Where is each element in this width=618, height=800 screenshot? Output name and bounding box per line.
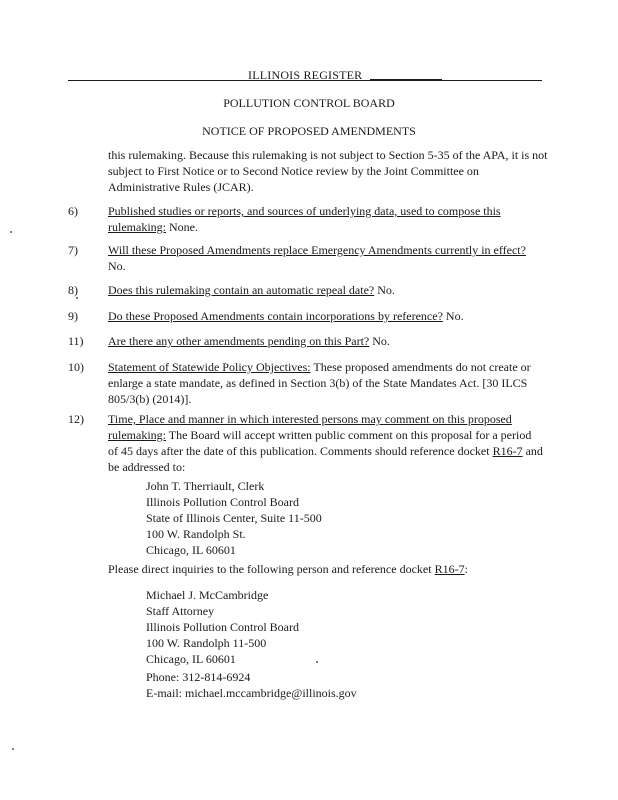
item-answer-tail: and be addressed to: [108, 444, 543, 474]
item-answer: No. [374, 283, 395, 297]
phone-number: Phone: 312-814-6924 [146, 670, 251, 684]
item-number: 12) [68, 412, 84, 426]
board-name: POLLUTION CONTROL BOARD [223, 96, 395, 110]
docket-reference: R16-7 [434, 562, 465, 576]
item-body [108, 411, 544, 475]
contact-info [146, 669, 526, 701]
address-line: State of Illinois Center, Suite 11-500 [146, 511, 322, 525]
item-number: 8) [68, 283, 78, 297]
item-answer: The Board will accept written public comment on this proposal for a period of 45 days after the date of this publication. Comments should reference docket [108, 428, 532, 458]
item-heading: Published studies or reports, and sources of underlying data, used to compose this rulemaking: [108, 204, 501, 234]
address-line: Chicago, IL 60601 [146, 652, 236, 666]
address-line: Illinois Pollution Control Board [146, 620, 300, 634]
continuation-paragraph: this rulemaking. Because this rulemaking is not subject to Section 5-35 of the APA, it is not subject to First Notice or to Second Notice review by the Joint Committee on Administrative Rules (JCAR). [108, 148, 548, 194]
item-body [108, 359, 544, 407]
address-line: John T. Therriault, Clerk [146, 479, 265, 493]
item-number: 10) [68, 360, 84, 374]
address-line: Illinois Pollution Control Board [146, 495, 300, 509]
scan-speck [12, 748, 14, 750]
address-line: 100 W. Randolph 11-500 [146, 636, 267, 650]
docket-reference: R16-7 [492, 444, 523, 458]
item-heading: Does this rulemaking contain an automatic repeal date? [108, 283, 375, 297]
item-number: 6) [68, 204, 78, 218]
item-answer: None. [165, 220, 198, 234]
address-line: Staff Attorney [146, 604, 215, 618]
inquiries-text: Please direct inquiries to the following person and reference docket [108, 562, 435, 576]
item-body [108, 242, 544, 274]
inquiries-tail: : [464, 562, 468, 576]
item-heading: Statement of Statewide Policy Objectives: [108, 360, 311, 374]
address-line: 100 W. Randolph St. [146, 527, 246, 541]
item-body [108, 203, 544, 235]
item-answer: These proposed amendments do not create or enlarge a state mandate, as defined in Section 3(b) of the State Mandates Act. [30 ILCS 805/3(b) (2014)]. [108, 360, 531, 406]
item-body [108, 333, 544, 349]
item-heading: Time, Place and manner in which interested persons may comment on this proposed rulemaking: [108, 412, 512, 442]
item-heading: Do these Proposed Amendments contain incorporations by reference? [108, 309, 443, 323]
item-number: 9) [68, 309, 78, 323]
notice-title: NOTICE OF PROPOSED AMENDMENTS [202, 124, 416, 138]
scan-speck [76, 297, 78, 299]
register-title: ILLINOIS REGISTER [248, 68, 363, 82]
clerk-address [146, 478, 526, 558]
contact-address [146, 587, 526, 667]
item-answer: No. [108, 259, 126, 273]
item-body [108, 308, 544, 324]
scan-speck [10, 231, 12, 233]
inquiries-paragraph [108, 561, 548, 577]
item-body [108, 282, 544, 298]
item-heading: Will these Proposed Amendments replace Emergency Amendments currently in effect? [108, 243, 526, 257]
register-blank-line [370, 67, 442, 80]
address-line: Chicago, IL 60601 [146, 543, 236, 557]
item-heading: Are there any other amendments pending on this Part? [108, 334, 370, 348]
scan-speck [316, 661, 318, 663]
item-number: 11) [68, 334, 84, 348]
item-answer: No. [442, 309, 464, 323]
item-number: 7) [68, 243, 78, 257]
header-rule [68, 80, 542, 81]
item-answer: No. [369, 334, 390, 348]
address-line: Michael J. McCambridge [146, 588, 269, 602]
email-address: E-mail: michael.mccambridge@illinois.gov [146, 686, 357, 700]
